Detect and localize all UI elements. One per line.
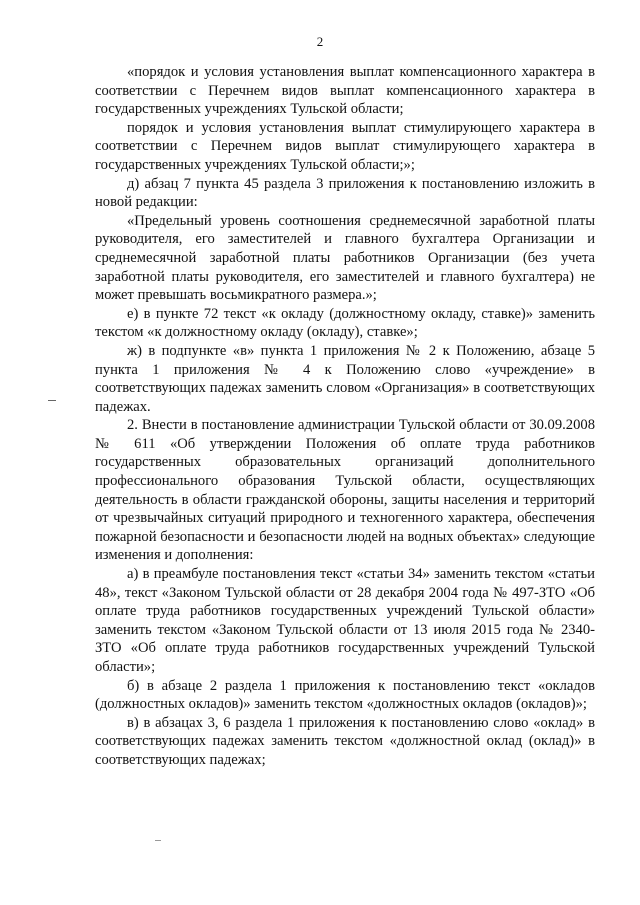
paragraph-section-2: 2. Внести в постановление администрации Тульской области от 30.09.2008 № 611 «Об утверждении Положения об оплате труда работников государственных образовательных организаций дополнительного профессионального образования Тульской области, осуществляющих деятельность в области гражданской обороны, защиты населения и территорий от чрезвычайных ситуаций природного и техногенного характера, обеспечения пожарной безопасности и безопасности людей на водных объектах» следующие изменения и дополнения: (95, 417, 595, 564)
paragraph-compensation-order: «порядок и условия установления выплат компенсационного характера в соответствии с Перечнем видов выплат компенсационного характера в государственных учреждениях Тульской области; (95, 64, 595, 118)
paragraph-item-e: е) в пункте 72 текст «к окладу (должностному окладу, ставке)» заменить текстом «к должностному окладу (окладу), ставке»; (95, 305, 595, 341)
margin-mark (48, 400, 56, 401)
paragraph-item-d: д) абзац 7 пункта 45 раздела 3 приложения к постановлению изложить в новой редакции: (95, 175, 595, 211)
paragraph-item-zh: ж) в подпункте «в» пункта 1 приложения № 2 к Положению, абзаце 5 пункта 1 приложения № 4 к Положению слово «учреждение» в соответствующих падежах заменить словом «Организация» в соответствующих падежах. (95, 342, 595, 415)
paragraph-incentive-order: порядок и условия установления выплат стимулирующего характера в соответствии с Перечнем видов выплат стимулирующего характера в государственных учреждениях Тульской области;»; (95, 119, 595, 173)
paragraph-item-b: б) в абзаце 2 раздела 1 приложения к постановлению текст «окладов (должностных окладов)» заменить текстом «должностных окладов (окладов)»; (95, 677, 595, 713)
scan-mark (155, 840, 161, 841)
page-number: 2 (316, 34, 324, 49)
paragraph-salary-ratio: «Предельный уровень соотношения среднемесячной заработной платы руководителя, его заместителей и главного бухгалтера Организации и среднемесячной заработной платы работников Организации (без учета заработной платы руководителя, его заместителей и главного бухгалтера) не может превышать восьмикратного размера.»; (95, 212, 595, 304)
paragraph-item-a: а) в преамбуле постановления текст «статьи 34» заменить текстом «статьи 48», текст «Законом Тульской области от 28 декабря 2004 года № 497-ЗТО «Об оплате труда работников государственных учреждений Тульской области» заменить текстом «Законом Тульской области от 13 июля 2015 года № 2340-ЗТО «Об оплате труда работников государственных учреждений Тульской области»; (95, 566, 595, 675)
paragraph-item-v: в) в абзацах 3, 6 раздела 1 приложения к постановлению слово «оклад» в соответствующих падежах заменить текстом «должностной оклад (оклад)» в соответствующих падежах; (95, 714, 595, 768)
document-body (95, 63, 595, 770)
